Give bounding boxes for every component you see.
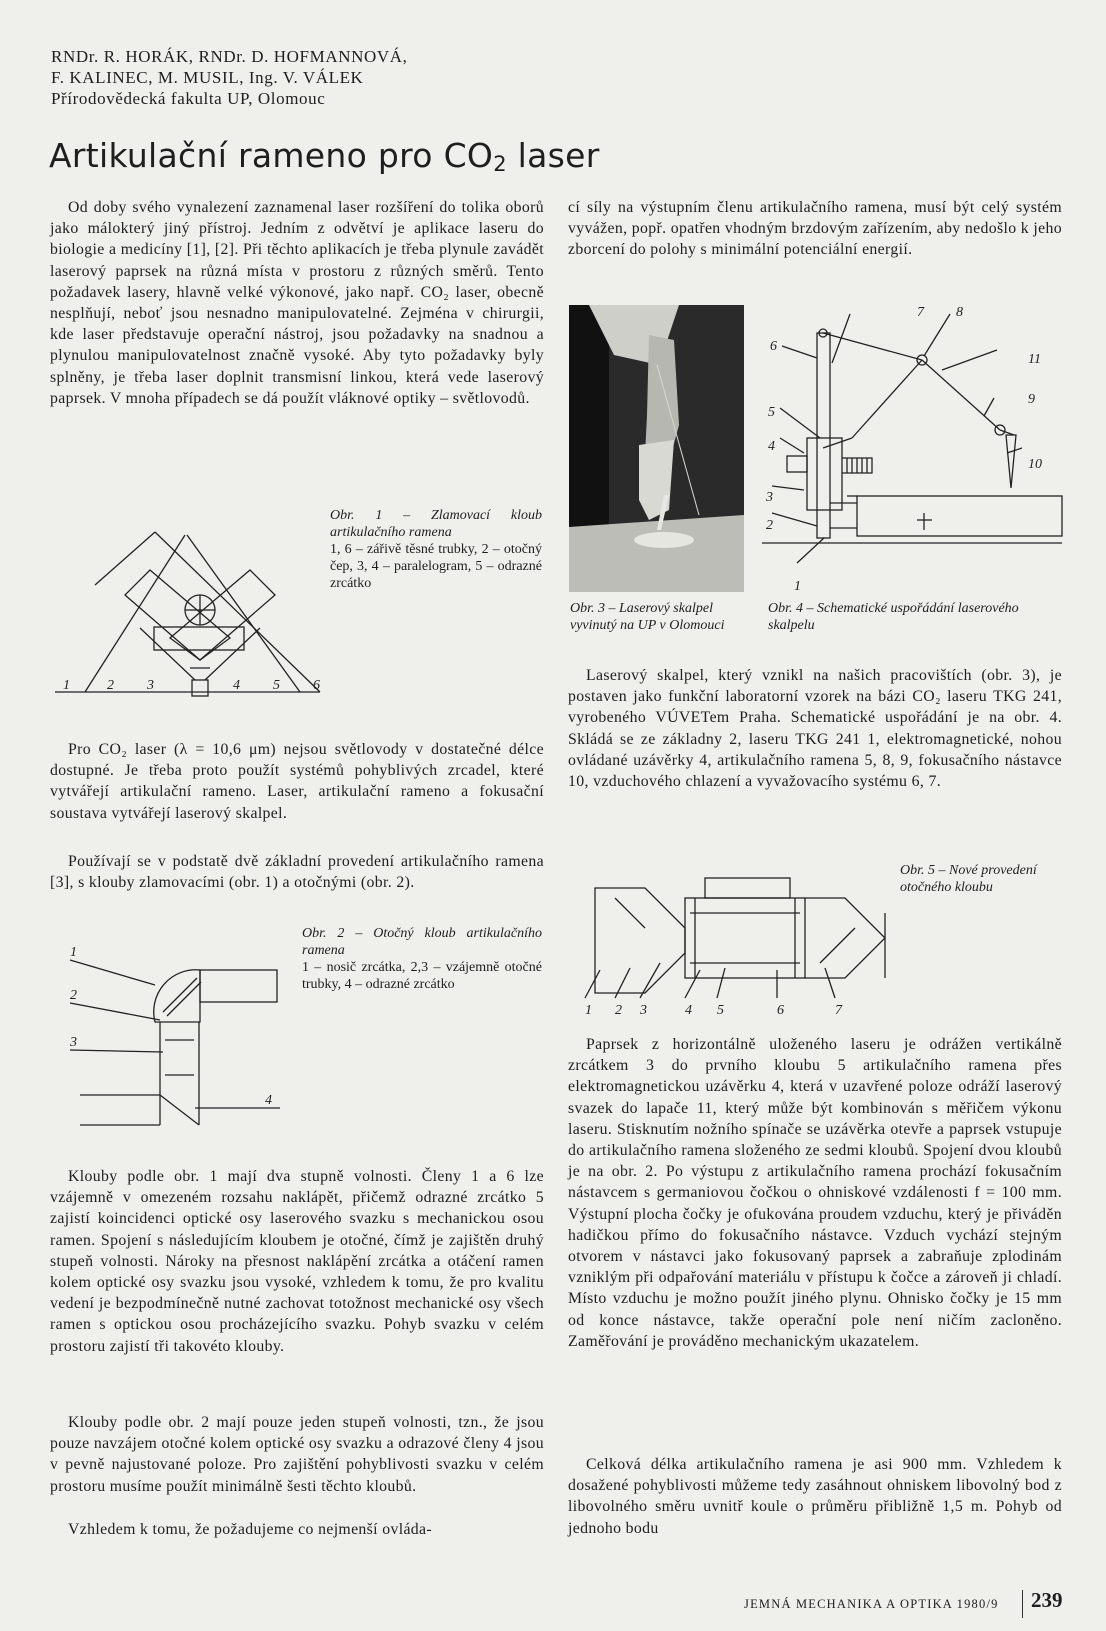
fig5-label: 7 [835,1003,842,1018]
left-paragraph-2: Pro CO₂ laser (λ = 10,6 μm) nejsou světlovody v dostatečné délce dostupné. Je třeba proto použít systémů pohyblivých zrcadel, které vytvářejí artikulační rameno. Laser, artikulační rameno a fokusační soustava vytvářejí laserový skalpel. [50,741,544,822]
fig1-label: 6 [313,678,320,693]
fig4-label: 11 [1028,352,1041,367]
affiliation: Přírodovědecká fakulta UP, Olomouc [51,89,326,108]
fig4-label: 3 [766,490,773,505]
figure-5-labels [585,1003,843,1018]
left-paragraph-6: Vzhledem k tomu, že požadujeme co nejmenší ovláda- [68,1521,433,1538]
fig4-label: 5 [768,405,775,420]
fig4-label: 1 [794,579,801,594]
figure-4-caption-text: Obr. 4 – Schematické uspořádání laserového skalpelu [768,601,1019,633]
left-paragraph-3: Používají se v podstatě dvě základní provedení artikulačního ramena [3], s klouby zlamovacími (obr. 1) a otočnými (obr. 2). [50,853,544,892]
laser-scalpel-photo [569,305,744,592]
fig1-label: 4 [233,678,240,693]
figure-2-caption [302,925,542,993]
article-title [49,135,600,185]
fig4-label: 4 [768,439,775,454]
figure-1-caption-title: Obr. 1 – Zlamovací kloub artikulačního ramena [330,508,542,540]
footer-divider [1022,1590,1023,1618]
page-number: 239 [1031,1588,1063,1612]
fig1-label: 1 [63,678,70,693]
right-paragraph-2: Laserový skalpel, který vznikl na našich pracovištích (obr. 3), je postaven jako funkční laboratorní vzorek na bázi CO₂ laseru TKG 241, vyrobeného VÚVETem Praha. Schematické uspořádání je na obr. 4. Skládá se ze základny 2, laseru TKG 241 1, elektromagnetické, nohou ovládané uzávěrky 4, artikulačního ramena 5, 8, 9, fokusačního nástavce 10, vzduchového chlazení a vyvažovacího systému 6, 7. [568,667,1062,791]
fig5-label: 4 [685,1003,692,1018]
figure-4-diagram [762,298,1062,593]
right-paragraph-1: cí síly na výstupním členu artikulačního ramena, musí být celý systém vyvážen, popř. opatřen vhodným brzdovým zařízením, aby nedošlo k jeho zborcení do polohy s minimální potenciální energií. [568,199,1062,259]
fig2-label: 3 [70,1035,77,1050]
left-paragraph-5: Klouby podle obr. 2 mají pouze jeden stupeň volnosti, tzn., že jsou pouze navzájem otočné kolem optické osy svazku a odrazové členy 4 jsou v pevně najustované poloze. Pro zajištění pohyblivosti svazku v celém prostoru musíme použít minimálně šesti těchto kloubů. [50,1414,544,1495]
fig5-label: 2 [615,1003,622,1018]
authors-block [51,46,407,109]
right-paragraph-4: Celková délka artikulačního ramena je asi 900 mm. Vzhledem k dosažené pohyblivosti můžeme tedy zasáhnout ohniskem libovolný bod z libovolného směru uvnitř koule o průměru přibližně 1,5 m. Pohyb od jednoho bodu [568,1456,1062,1537]
figure-1-caption [330,507,542,592]
fig5-label: 1 [585,1003,592,1018]
figure-5-caption-text: Obr. 5 – Nové provedení otočného kloubu [900,863,1037,895]
figure-2-diagram [65,940,305,1150]
figure-2-caption-title: Obr. 2 – Otočný kloub artikulačního ramena [302,926,542,958]
fig4-label: 9 [1028,392,1035,407]
fig4-label: 10 [1028,457,1042,472]
title-main: Artikulační rameno pro CO [49,136,494,175]
figure-1-caption-text: 1, 6 – zářivě těsné trubky, 2 – otočný čep, 3, 4 – paralelogram, 5 – odrazné zrcátko [330,542,542,591]
title-end: laser [506,136,600,175]
figure-3-photo [569,305,744,592]
left-paragraph-4: Klouby podle obr. 1 mají dva stupně volnosti. Členy 1 a 6 lze vzájemně v omezeném rozsahu naklápět, přičemž odrazné zrcátko 5 zajistí koincidenci optické osy laserového svazku s mechanickou osou ramen. Spojení s následujícím kloubem je otočné, čímž je zajištěn druhý stupeň volnosti. Nároky na přesnost naklápění zrcátka a otáčení ramen kolem optické osy svazku jsou vysoké, vzhledem k tomu, že pro kvalitu vedení je bezpodmínečně nutné zachovat totožnost mechanické osy všech ramen s optickou osou procházejícího svazku. Pohyb svazku v celém prostoru zajistí tři takovéto klouby. [50,1168,544,1355]
authors-line-1: RNDr. R. HORÁK, RNDr. D. HOFMANNOVÁ, [51,47,408,66]
right-paragraph-3: Paprsek z horizontálně uloženého laseru je odrážen vertikálně zrcátkem 3 do prvního kloubu 5 artikulačního ramena přes elektromagnetickou uzávěrku 4, která v uzavřené poloze odráží laserový svazek do lapače 11, který může být kombinován s měřičem výkonu laseru. Stisknutím nožního spínače se uzávěrka otevře a paprsek vstupuje do artikulačního ramena složeného ze sedmi kloubů. Spojení dvou kloubů je na obr. 2. Po výstupu z artikulačního ramena prochází fokusačním nástavcem s germaniovou čočkou o ohniskové vzdálenosti f = 100 mm. Výstupní plocha čočky je ofukována proudem vzduchu, který je přiváděn hadičkou přímo do fokusačního nástavce. Vzduch vychází stejným otvorem v nástavci jako fokusovaný paprsek a zabraňuje zplodinám vzniklým při odpařování materiálu v přístupu k čočce a zároveň ji chladí. Místo vzduchu je možno použít jiného plynu. Ohnisko čočky je 15 mm od konce nástavce, takže operační pole není ničím zacloněno. Zaměřování je prováděno mechanickým ukazatelem. [568,1036,1062,1350]
fig4-label: 8 [956,305,963,320]
figure-5-caption [900,862,1062,896]
figure-3-caption [570,600,735,634]
journal-footer: JEMNÁ MECHANIKA A OPTIKA 1980/9 [744,1597,999,1611]
fig1-label: 3 [147,678,154,693]
figure-5-diagram [585,858,905,1016]
fig4-label: 2 [766,518,773,533]
title-subscript: 2 [493,152,507,176]
figure-2-caption-text: 1 – nosič zrcátka, 2,3 – vzájemně otočné trubky, 4 – odrazné zrcátko [302,960,542,992]
fig5-label: 6 [777,1003,784,1018]
fig2-label: 4 [265,1093,272,1108]
left-paragraph-1: Od doby svého vynalezení zaznamenal laser rozšíření do tolika oborů jako málokterý jiný přístroj. Jedním z odvětví je aplikace laseru do biologie a medicíny [1], [2]. Při těchto aplikacích je třeba plynule zavádět laserový paprsek na různá místa v prostoru z různých směrů. Tento požadavek lasery, hlavně velké výkonové, jako např. CO₂ laser, obecně nesplňují, neboť jsou nesnadno manipulovatelné. Zejména v chirurgii, kde laser představuje operační nástroj, jsou požadavky na snadnou a plynulou manipulovatelnost značně vysoké. Aby tyto požadavky byly splněny, je třeba laser doplnit transmisní linkou, která vede laserový paprsek. V mnoha případech se dá použít vláknové optiky – světlovodů. [50,199,544,407]
fig2-label: 1 [70,945,77,960]
authors-line-2: F. KALINEC, M. MUSIL, Ing. V. VÁLEK [51,68,364,87]
fig4-label: 7 [917,305,924,320]
fig4-label: 6 [770,339,777,354]
fig5-label: 3 [640,1003,647,1018]
fig2-label: 2 [70,988,77,1003]
fig5-label: 5 [717,1003,724,1018]
figure-3-caption-text: Obr. 3 – Laserový skalpel vyvinutý na UP v Olomouci [570,601,725,633]
figure-4-caption [768,600,1063,634]
fig1-label: 5 [273,678,280,693]
fig1-label: 2 [107,678,114,693]
figure-1-diagram [55,520,335,720]
